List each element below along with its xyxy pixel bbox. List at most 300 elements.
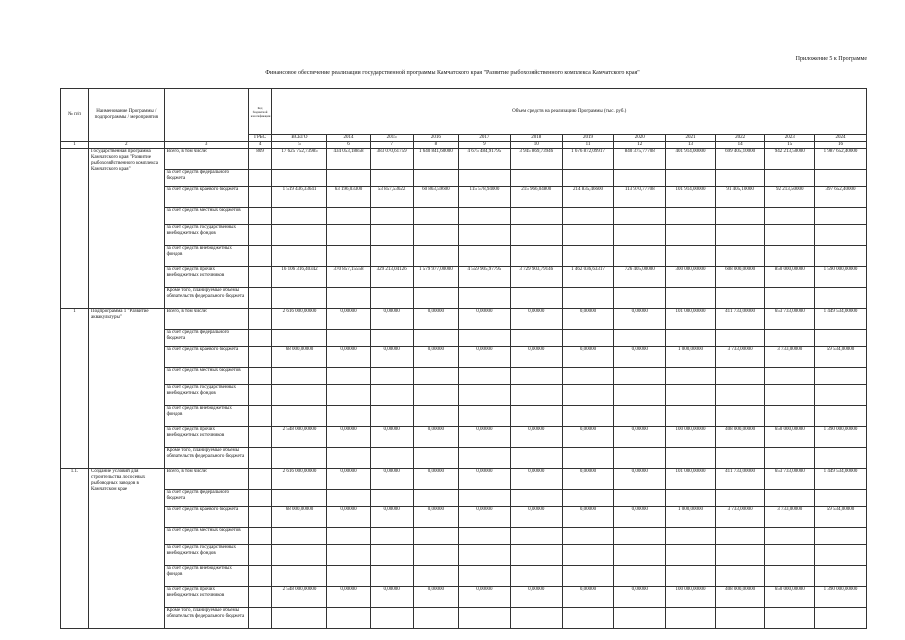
amount-cell: [666, 225, 716, 246]
amount-cell: 0,00000: [327, 427, 370, 448]
funding-source: за счет средств внебюджетных фондов: [164, 246, 248, 267]
amount-cell: 68 000,00000: [272, 347, 327, 368]
funding-source: за счет средств внебюджетных фондов: [164, 566, 248, 587]
amount-cell: [327, 330, 370, 347]
amount-cell: [413, 170, 458, 187]
amount-cell: [666, 246, 716, 267]
amount-cell: 0,00000: [327, 587, 370, 608]
amount-cell: [413, 225, 458, 246]
amount-cell: [272, 406, 327, 427]
amount-cell: 383 070,61759: [370, 149, 413, 170]
amount-cell: 0,00000: [370, 587, 413, 608]
table-row: [61, 267, 867, 288]
amount-cell: [614, 170, 666, 187]
amount-cell: 101 000,00000: [666, 469, 716, 490]
amount-cell: [815, 330, 867, 347]
amount-cell: [327, 225, 370, 246]
funding-source: Кроме того, планируемые объемы обязательств федерального бюджета: [164, 608, 248, 629]
amount-cell: 1 000,00000: [666, 347, 716, 368]
amount-cell: 0,00000: [413, 507, 458, 528]
amount-cell: 0,00000: [459, 427, 511, 448]
table-row: [61, 608, 867, 629]
header-name: Наименование Программы / подпрограммы / мероприятия: [89, 89, 165, 142]
amount-cell: 59 534,00000: [815, 507, 867, 528]
header-number-cell: 4: [248, 142, 272, 149]
amount-cell: [715, 368, 765, 385]
amount-cell: 397 652,40000: [815, 187, 867, 208]
amount-cell: 0,00000: [370, 469, 413, 490]
funding-source: за счет средств государственных внебюджетных фондов: [164, 545, 248, 566]
amount-cell: 1 390 000,00000: [815, 427, 867, 448]
table-row: [61, 288, 867, 309]
amount-cell: [459, 385, 511, 406]
amount-cell: [562, 368, 614, 385]
grbs-code: [248, 427, 272, 448]
amount-cell: [327, 385, 370, 406]
table-row: [61, 427, 867, 448]
amount-cell: [666, 490, 716, 507]
funding-source: за счет средств краевого бюджета: [164, 187, 248, 208]
amount-cell: [614, 545, 666, 566]
amount-cell: 0,00000: [413, 309, 458, 330]
amount-cell: [765, 225, 815, 246]
amount-cell: [413, 608, 458, 629]
row-number: [61, 149, 89, 309]
table-row: [61, 368, 867, 385]
amount-cell: [413, 246, 458, 267]
table-row: [61, 545, 867, 566]
amount-cell: 0,00000: [614, 469, 666, 490]
amount-cell: [459, 368, 511, 385]
amount-cell: [413, 528, 458, 545]
funding-source: Всего, в том числе:: [164, 469, 248, 490]
amount-cell: 329 213,04126: [370, 267, 413, 288]
header-number-cell: 12: [614, 142, 666, 149]
amount-cell: [614, 208, 666, 225]
amount-cell: 4 559 905,97795: [459, 267, 511, 288]
amount-cell: [327, 490, 370, 507]
table-row: [61, 309, 867, 330]
amount-cell: [327, 608, 370, 629]
funding-source: Кроме того, планируемые объемы обязательств федерального бюджета: [164, 448, 248, 469]
amount-cell: 1 640 841,60000: [413, 149, 458, 170]
amount-cell: 1 000,00000: [666, 507, 716, 528]
amount-cell: [327, 288, 370, 309]
amount-cell: 2 616 000,00000: [272, 309, 327, 330]
amount-cell: [562, 225, 614, 246]
amount-cell: [666, 385, 716, 406]
amount-cell: [765, 385, 815, 406]
grbs-code: [248, 330, 272, 347]
header-number-cell: 2: [89, 142, 165, 149]
amount-cell: [370, 528, 413, 545]
funding-source: за счет средств краевого бюджета: [164, 347, 248, 368]
amount-cell: [413, 406, 458, 427]
funding-source: за счет средств прочих внебюджетных источников: [164, 267, 248, 288]
amount-cell: 92 213,50000: [765, 187, 815, 208]
amount-cell: [413, 448, 458, 469]
amount-cell: [370, 246, 413, 267]
amount-cell: [370, 545, 413, 566]
funding-source: Всего, в том числе:: [164, 309, 248, 330]
amount-cell: 850 000,00000: [765, 267, 815, 288]
amount-cell: 215 966,04800: [510, 187, 562, 208]
amount-cell: 0,00000: [413, 469, 458, 490]
header-number-cell: 15: [765, 142, 815, 149]
amount-cell: [413, 490, 458, 507]
amount-cell: 0,00000: [459, 469, 511, 490]
amount-cell: [715, 385, 765, 406]
header-sub-cell: 2024: [815, 135, 867, 142]
grbs-code: [248, 545, 272, 566]
amount-cell: [510, 448, 562, 469]
amount-cell: [272, 225, 327, 246]
amount-cell: [666, 528, 716, 545]
amount-cell: [765, 246, 815, 267]
header-sub-cell: 2017: [459, 135, 511, 142]
amount-cell: [715, 448, 765, 469]
amount-cell: [562, 566, 614, 587]
amount-cell: 214 835,46600: [562, 187, 614, 208]
amount-cell: [666, 330, 716, 347]
amount-cell: [815, 246, 867, 267]
amount-cell: 1 449 534,00000: [815, 309, 867, 330]
amount-cell: [765, 330, 815, 347]
amount-cell: [715, 330, 765, 347]
amount-cell: [815, 406, 867, 427]
amount-cell: [272, 545, 327, 566]
amount-cell: 0,00000: [370, 427, 413, 448]
grbs-code: [248, 208, 272, 225]
amount-cell: [413, 330, 458, 347]
amount-cell: [815, 225, 867, 246]
amount-cell: 59 534,00000: [815, 347, 867, 368]
amount-cell: [370, 170, 413, 187]
funding-source: за счет средств местных бюджетов: [164, 208, 248, 225]
amount-cell: [815, 566, 867, 587]
amount-cell: [413, 566, 458, 587]
header-number-cell: 14: [715, 142, 765, 149]
grbs-code: [248, 469, 272, 490]
amount-cell: [459, 528, 511, 545]
amount-cell: [715, 170, 765, 187]
amount-cell: [327, 528, 370, 545]
amount-cell: [272, 490, 327, 507]
table-row: [61, 170, 867, 187]
table-row: [61, 385, 867, 406]
amount-cell: [510, 288, 562, 309]
amount-cell: [614, 368, 666, 385]
table-row: [61, 490, 867, 507]
amount-cell: 1 579 977,00000: [413, 267, 458, 288]
header-number-cell: 7: [370, 142, 413, 149]
table-row: [61, 587, 867, 608]
amount-cell: [510, 566, 562, 587]
amount-cell: [562, 448, 614, 469]
amount-cell: 0,00000: [327, 507, 370, 528]
program-name: Государственная программа Камчатского края "Развитие рыбохозяйственного комплекса Камчатского края": [89, 149, 165, 309]
amount-cell: [765, 368, 815, 385]
amount-cell: [765, 208, 815, 225]
amount-cell: [370, 208, 413, 225]
amount-cell: 411 733,00000: [715, 469, 765, 490]
row-number: 1.1.: [61, 469, 89, 629]
header-number-cell: 13: [666, 142, 716, 149]
amount-cell: 0,00000: [562, 587, 614, 608]
amount-cell: 653 733,00000: [765, 469, 815, 490]
amount-cell: 63 196,03300: [327, 187, 370, 208]
amount-cell: [272, 368, 327, 385]
amount-cell: 840 375,77708: [614, 149, 666, 170]
amount-cell: [614, 385, 666, 406]
header-code: Код бюджетной классификации: [248, 89, 272, 135]
amount-cell: [715, 566, 765, 587]
amount-cell: 408 000,00000: [715, 587, 765, 608]
amount-cell: 942 213,50000: [765, 149, 815, 170]
amount-cell: [327, 246, 370, 267]
amount-cell: [765, 528, 815, 545]
amount-cell: 53 857,53622: [370, 187, 413, 208]
header-num: № п/п: [61, 89, 89, 142]
amount-cell: [510, 225, 562, 246]
amount-cell: 0,00000: [510, 507, 562, 528]
amount-cell: [370, 490, 413, 507]
table-row: [61, 347, 867, 368]
amount-cell: [510, 246, 562, 267]
amount-cell: [614, 566, 666, 587]
header-number-cell: 9: [459, 142, 511, 149]
row-number: 1: [61, 309, 89, 469]
amount-cell: [715, 528, 765, 545]
grbs-code: [248, 309, 272, 330]
amount-cell: [562, 490, 614, 507]
amount-cell: [715, 246, 765, 267]
funding-source: за счет средств внебюджетных фондов: [164, 406, 248, 427]
header-sub-cell: 2016: [413, 135, 458, 142]
header-number-cell: 6: [327, 142, 370, 149]
amount-cell: 101 914,00000: [666, 187, 716, 208]
amount-cell: 0,00000: [614, 347, 666, 368]
amount-cell: 650 000,00000: [765, 587, 815, 608]
program-name: Подпрограмма 1 "Развитие аквакультуры": [89, 309, 165, 469]
amount-cell: 0,00000: [459, 587, 511, 608]
amount-cell: 1 676 872,09917: [562, 149, 614, 170]
amount-cell: 91 405,10000: [715, 187, 765, 208]
amount-cell: 0,00000: [562, 309, 614, 330]
amount-cell: 0,00000: [459, 347, 511, 368]
amount-cell: [272, 566, 327, 587]
table-row: [61, 330, 867, 347]
amount-cell: 101 000,00000: [666, 309, 716, 330]
header-sub-cell: 2018: [510, 135, 562, 142]
amount-cell: [327, 566, 370, 587]
amount-cell: [459, 330, 511, 347]
amount-cell: 3 729 903,79146: [510, 267, 562, 288]
financing-table: [60, 88, 867, 629]
grbs-code: [248, 187, 272, 208]
funding-source: за счет средств местных бюджетов: [164, 528, 248, 545]
table-row: [61, 225, 867, 246]
grbs-code: [248, 368, 272, 385]
amount-cell: [715, 288, 765, 309]
amount-cell: 3 733,00000: [715, 507, 765, 528]
amount-cell: 17 625 752,73985: [272, 149, 327, 170]
header-number-cell: 8: [413, 142, 458, 149]
amount-cell: [510, 385, 562, 406]
amount-cell: [327, 368, 370, 385]
amount-cell: 100 000,00000: [666, 587, 716, 608]
amount-cell: 68 000,00000: [272, 507, 327, 528]
amount-cell: 0,00000: [327, 347, 370, 368]
amount-cell: [666, 368, 716, 385]
amount-cell: 2 548 000,00000: [272, 587, 327, 608]
amount-cell: [562, 208, 614, 225]
amount-cell: 0,00000: [510, 587, 562, 608]
amount-cell: 1 987 652,40000: [815, 149, 867, 170]
amount-cell: [562, 330, 614, 347]
funding-source: за счет средств краевого бюджета: [164, 507, 248, 528]
amount-cell: 608 000,00000: [715, 267, 765, 288]
amount-cell: [815, 528, 867, 545]
grbs-code: [248, 170, 272, 187]
funding-source: за счет средств прочих внебюджетных источников: [164, 427, 248, 448]
amount-cell: [815, 448, 867, 469]
amount-cell: 0,00000: [562, 347, 614, 368]
amount-cell: [666, 566, 716, 587]
amount-cell: [562, 608, 614, 629]
amount-cell: [370, 225, 413, 246]
amount-cell: 0,00000: [327, 309, 370, 330]
amount-cell: 0,00000: [562, 469, 614, 490]
amount-cell: [327, 545, 370, 566]
amount-cell: [459, 545, 511, 566]
amount-cell: [510, 608, 562, 629]
amount-cell: [413, 288, 458, 309]
amount-cell: [815, 368, 867, 385]
header-sub-cell: 2020: [614, 135, 666, 142]
amount-cell: [510, 330, 562, 347]
amount-cell: [510, 170, 562, 187]
grbs-code: [248, 490, 272, 507]
header-number-cell: 5: [272, 142, 327, 149]
amount-cell: 0,00000: [510, 347, 562, 368]
amount-cell: 0,00000: [413, 347, 458, 368]
grbs-code: [248, 608, 272, 629]
funding-source: за счет средств федерального бюджета: [164, 170, 248, 187]
amount-cell: [413, 385, 458, 406]
table-row: [61, 507, 867, 528]
amount-cell: [614, 490, 666, 507]
amount-cell: [370, 448, 413, 469]
funding-source: за счет средств местных бюджетов: [164, 368, 248, 385]
amount-cell: [459, 170, 511, 187]
amount-cell: [562, 246, 614, 267]
header-blank: [164, 89, 248, 142]
amount-cell: [715, 608, 765, 629]
amount-cell: [459, 566, 511, 587]
amount-cell: 0,00000: [459, 309, 511, 330]
amount-cell: [370, 368, 413, 385]
amount-cell: [815, 385, 867, 406]
amount-cell: [715, 208, 765, 225]
table-row: [61, 208, 867, 225]
header-volume: Объем средств на реализацию Программы (тыс. руб.): [272, 89, 867, 135]
table-row: [61, 406, 867, 427]
amount-cell: [459, 246, 511, 267]
amount-cell: [765, 288, 815, 309]
amount-cell: [272, 246, 327, 267]
amount-cell: 0,00000: [413, 427, 458, 448]
amount-cell: [510, 368, 562, 385]
amount-cell: [614, 528, 666, 545]
amount-cell: [370, 330, 413, 347]
amount-cell: [666, 608, 716, 629]
amount-cell: 1 390 000,00000: [815, 587, 867, 608]
amount-cell: [459, 208, 511, 225]
document-title: Финансовое обеспечение реализации государственной программы Камчатского края "Развитие рыбохозяйственного комплекса Камчатского края": [265, 70, 640, 76]
funding-source: за счет средств федерального бюджета: [164, 490, 248, 507]
grbs-code: [248, 528, 272, 545]
amount-cell: [765, 566, 815, 587]
amount-cell: [815, 608, 867, 629]
amount-cell: [459, 490, 511, 507]
amount-cell: [562, 528, 614, 545]
amount-cell: 0,00000: [562, 507, 614, 528]
grbs-code: [248, 507, 272, 528]
header-sub-cell: 2015: [370, 135, 413, 142]
header-sub-cell: ГРБС: [248, 135, 272, 142]
grbs-code: 809: [248, 149, 272, 170]
amount-cell: 0,00000: [562, 427, 614, 448]
amount-cell: 401 914,00000: [666, 149, 716, 170]
amount-cell: [614, 288, 666, 309]
amount-cell: 0,00000: [614, 587, 666, 608]
amount-cell: [614, 225, 666, 246]
amount-cell: [459, 608, 511, 629]
amount-cell: [715, 406, 765, 427]
funding-source: Всего, в том числе:: [164, 149, 248, 170]
amount-cell: [562, 406, 614, 427]
funding-source: за счет средств федерального бюджета: [164, 330, 248, 347]
amount-cell: 0,00000: [614, 309, 666, 330]
amount-cell: [510, 406, 562, 427]
amount-cell: 0,00000: [370, 347, 413, 368]
amount-cell: [815, 208, 867, 225]
grbs-code: [248, 246, 272, 267]
amount-cell: 3 733,00000: [765, 347, 815, 368]
amount-cell: 16 106 316,40342: [272, 267, 327, 288]
amount-cell: [666, 406, 716, 427]
amount-cell: [562, 545, 614, 566]
amount-cell: 411 733,00000: [715, 309, 765, 330]
header-numbers: [61, 142, 867, 149]
amount-cell: 1 449 534,00000: [815, 469, 867, 490]
amount-cell: [370, 385, 413, 406]
amount-cell: [510, 528, 562, 545]
amount-cell: [765, 490, 815, 507]
header-number-cell: 1: [61, 142, 89, 149]
table-row: [61, 149, 867, 170]
amount-cell: [272, 448, 327, 469]
amount-cell: [765, 608, 815, 629]
amount-cell: 3 733,00000: [715, 347, 765, 368]
grbs-code: [248, 347, 272, 368]
amount-cell: [413, 368, 458, 385]
amount-cell: 115 578,94000: [459, 187, 511, 208]
amount-cell: [614, 330, 666, 347]
amount-cell: [815, 545, 867, 566]
amount-cell: [815, 490, 867, 507]
